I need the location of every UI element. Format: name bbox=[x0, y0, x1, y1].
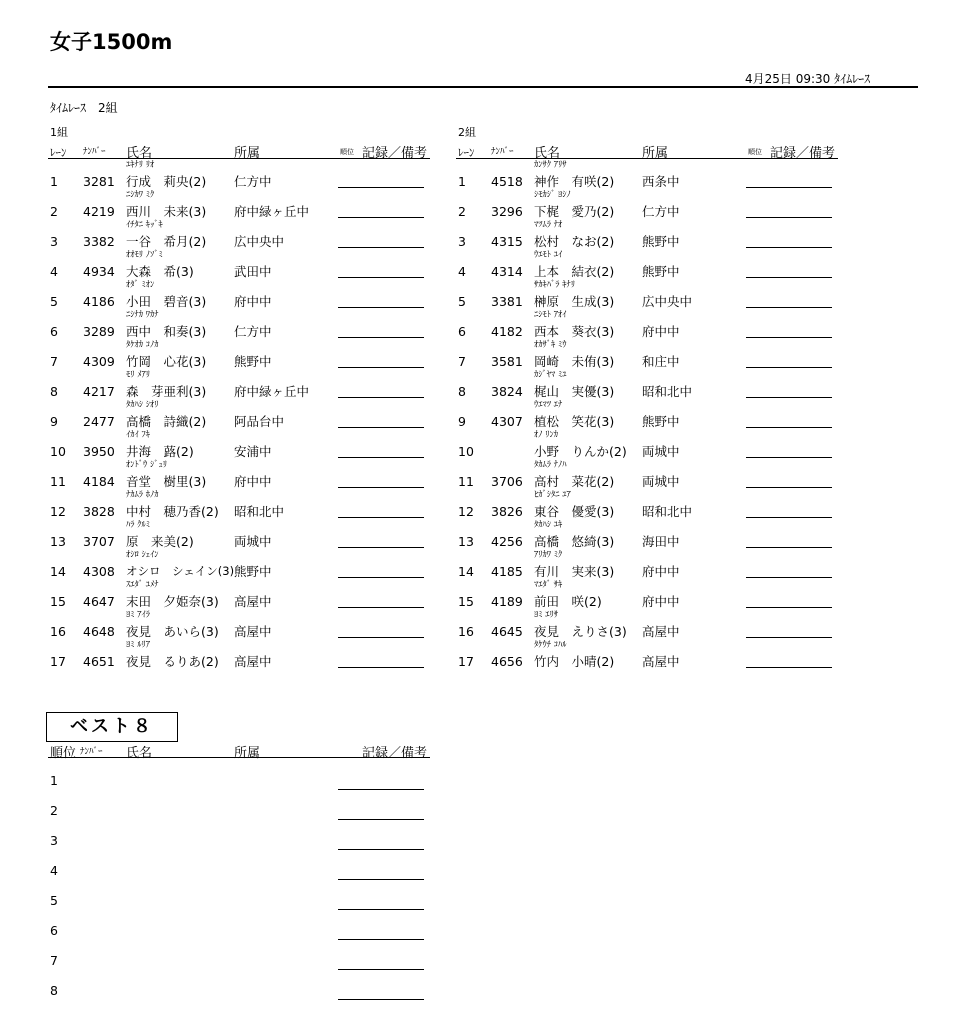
lane-number: 17 bbox=[458, 654, 474, 669]
best8-rank: 8 bbox=[50, 983, 58, 998]
best8-rank: 2 bbox=[50, 803, 58, 818]
best8-rank: 5 bbox=[50, 893, 58, 908]
athlete-team: 西条中 bbox=[642, 174, 680, 189]
page-title: 女子1500m bbox=[50, 30, 173, 54]
best8-header-affiliation: 所属 bbox=[234, 746, 261, 761]
athlete-team: 海田中 bbox=[642, 534, 680, 549]
header-affiliation: 所属 bbox=[234, 146, 261, 161]
lane-number: 5 bbox=[50, 294, 58, 309]
best8-header-record: 記録／備考 bbox=[362, 746, 428, 761]
name-kana: ｵﾀﾞ ﾐｵﾝ bbox=[126, 280, 155, 290]
lane-number: 13 bbox=[458, 534, 474, 549]
header-rule bbox=[48, 158, 430, 159]
lane-number: 14 bbox=[458, 564, 474, 579]
name-kana: ｵｶｻﾞｷ ﾐｳ bbox=[534, 340, 567, 350]
record-blank bbox=[338, 457, 424, 458]
bib-number: 3382 bbox=[83, 234, 115, 249]
athlete-name: 夜見 えりさ(3) bbox=[534, 624, 627, 639]
best8-title: ベスト８ bbox=[46, 712, 178, 742]
record-blank bbox=[746, 457, 832, 458]
athlete-team: 昭和北中 bbox=[234, 504, 285, 519]
header-name: 氏名 bbox=[534, 146, 561, 161]
athlete-team: 熊野中 bbox=[234, 354, 272, 369]
best8-header-rank: 順位 bbox=[50, 746, 77, 761]
name-kana: ｵﾝﾄﾞｳ ｼﾞｭﾘ bbox=[126, 460, 167, 470]
bib-number: 3706 bbox=[491, 474, 523, 489]
header-number: ﾅﾝﾊﾞｰ bbox=[491, 147, 514, 157]
best8-header-rule bbox=[48, 757, 430, 758]
athlete-team: 高屋中 bbox=[234, 654, 272, 669]
athlete-name: オシロ シェイン(3) bbox=[126, 564, 235, 578]
name-kana: ﾆｼﾓﾄ ｱｵｲ bbox=[534, 310, 567, 320]
header-affiliation: 所属 bbox=[642, 146, 669, 161]
best8-record-blank bbox=[338, 789, 424, 790]
athlete-name: 夜見 あいら(3) bbox=[126, 624, 219, 639]
heat-subtitle: ﾀｲﾑﾚｰｽ 2組 bbox=[50, 101, 118, 115]
lane-number: 1 bbox=[50, 174, 58, 189]
record-blank bbox=[746, 247, 832, 248]
athlete-team: 昭和北中 bbox=[642, 384, 693, 399]
bib-number: 3296 bbox=[491, 204, 523, 219]
athlete-team: 府中緑ヶ丘中 bbox=[234, 204, 310, 219]
athlete-name: 竹内 小晴(2) bbox=[534, 654, 615, 669]
lane-number: 2 bbox=[458, 204, 466, 219]
athlete-name: 音堂 樹里(3) bbox=[126, 474, 207, 489]
lane-number: 3 bbox=[50, 234, 58, 249]
lane-number: 6 bbox=[50, 324, 58, 339]
record-blank bbox=[746, 397, 832, 398]
title-rule-inner bbox=[48, 87, 918, 88]
athlete-team: 高屋中 bbox=[234, 624, 272, 639]
athlete-name: 西中 和奏(3) bbox=[126, 324, 207, 339]
record-blank bbox=[746, 217, 832, 218]
athlete-name: 梶山 実優(3) bbox=[534, 384, 615, 399]
bib-number: 4518 bbox=[491, 174, 523, 189]
record-blank bbox=[338, 607, 424, 608]
best8-header-number: ﾅﾝﾊﾞｰ bbox=[80, 747, 103, 757]
bib-number: 4314 bbox=[491, 264, 523, 279]
record-blank bbox=[338, 547, 424, 548]
athlete-name: 高橋 悠綺(3) bbox=[534, 534, 615, 549]
record-blank bbox=[746, 577, 832, 578]
lane-number: 12 bbox=[458, 504, 474, 519]
name-kana: ｽｴﾀﾞ ﾕﾒﾅ bbox=[126, 580, 159, 590]
best8-rank: 6 bbox=[50, 923, 58, 938]
lane-number: 15 bbox=[458, 594, 474, 609]
athlete-team: 府中中 bbox=[642, 324, 680, 339]
best8-rank: 4 bbox=[50, 863, 58, 878]
record-blank bbox=[338, 517, 424, 518]
bib-number: 3707 bbox=[83, 534, 115, 549]
record-blank bbox=[338, 367, 424, 368]
record-blank bbox=[746, 637, 832, 638]
record-blank bbox=[338, 277, 424, 278]
athlete-name: 夜見 るりあ(2) bbox=[126, 654, 219, 669]
athlete-name: 神作 有咲(2) bbox=[534, 174, 615, 189]
bib-number: 4308 bbox=[83, 564, 115, 579]
athlete-name: 高村 菜花(2) bbox=[534, 474, 615, 489]
athlete-name: 森 芽亜利(3) bbox=[126, 384, 207, 399]
record-blank bbox=[746, 337, 832, 338]
name-kana: ﾅｶﾑﾗ ﾎﾉｶ bbox=[126, 490, 159, 500]
athlete-name: 西川 未来(3) bbox=[126, 204, 207, 219]
best8-record-blank bbox=[338, 939, 424, 940]
best8-rank: 7 bbox=[50, 953, 58, 968]
lane-number: 12 bbox=[50, 504, 66, 519]
record-blank bbox=[746, 307, 832, 308]
lane-number: 8 bbox=[458, 384, 466, 399]
bib-number: 4315 bbox=[491, 234, 523, 249]
header-rank-small: 順位 bbox=[340, 148, 354, 156]
header-number: ﾅﾝﾊﾞｰ bbox=[83, 147, 106, 157]
lane-number: 6 bbox=[458, 324, 466, 339]
bib-number: 4189 bbox=[491, 594, 523, 609]
athlete-name: 榊原 生成(3) bbox=[534, 294, 615, 309]
name-kana: ﾕｷﾅﾘ ﾘｵ bbox=[126, 160, 155, 170]
group-label: 2組 bbox=[458, 126, 476, 139]
athlete-team: 府中中 bbox=[642, 594, 680, 609]
record-blank bbox=[746, 607, 832, 608]
header-lane: ﾚｰﾝ bbox=[458, 146, 475, 159]
athlete-name: 小野 りんか(2) bbox=[534, 444, 627, 459]
athlete-team: 高屋中 bbox=[234, 594, 272, 609]
athlete-team: 熊野中 bbox=[642, 264, 680, 279]
athlete-team: 府中緑ヶ丘中 bbox=[234, 384, 310, 399]
athlete-team: 阿品台中 bbox=[234, 414, 285, 429]
record-blank bbox=[338, 187, 424, 188]
bib-number: 3581 bbox=[491, 354, 523, 369]
name-kana: ﾏﾂﾑﾗ ﾅｵ bbox=[534, 220, 563, 230]
bib-number: 2477 bbox=[83, 414, 115, 429]
name-kana: ﾆｼﾅｶ ﾜｶﾅ bbox=[126, 310, 159, 320]
event-dateline: 4月25日 09:30 ﾀｲﾑﾚｰｽ bbox=[745, 72, 871, 86]
lane-number: 5 bbox=[458, 294, 466, 309]
header-lane: ﾚｰﾝ bbox=[50, 146, 67, 159]
best8-record-blank bbox=[338, 819, 424, 820]
bib-number: 3824 bbox=[491, 384, 523, 399]
group-label: 1組 bbox=[50, 126, 68, 139]
record-blank bbox=[338, 637, 424, 638]
bib-number: 4651 bbox=[83, 654, 115, 669]
athlete-team: 熊野中 bbox=[642, 414, 680, 429]
bib-number: 4186 bbox=[83, 294, 115, 309]
lane-number: 2 bbox=[50, 204, 58, 219]
best8-header-name: 氏名 bbox=[126, 746, 153, 761]
bib-number: 4256 bbox=[491, 534, 523, 549]
name-kana: ﾓﾘ ﾒｱﾘ bbox=[126, 370, 150, 380]
best8-record-blank bbox=[338, 879, 424, 880]
name-kana: ｵｼﾛ ｼｪｲﾝ bbox=[126, 550, 159, 560]
best8-rank: 1 bbox=[50, 773, 58, 788]
record-blank bbox=[338, 667, 424, 668]
name-kana: ﾖﾐ ｱｲﾗ bbox=[126, 610, 150, 620]
bib-number: 4182 bbox=[491, 324, 523, 339]
lane-number: 10 bbox=[458, 444, 474, 459]
name-kana: ｳｴﾏﾂ ｴﾅ bbox=[534, 400, 563, 410]
athlete-name: 原 来美(2) bbox=[126, 534, 194, 549]
name-kana: ｼﾓｶｼﾞ ﾖｼﾉ bbox=[534, 190, 571, 200]
athlete-team: 仁方中 bbox=[642, 204, 680, 219]
name-kana: ｲｶｲ ﾌｷ bbox=[126, 430, 150, 440]
lane-number: 1 bbox=[458, 174, 466, 189]
bib-number: 4309 bbox=[83, 354, 115, 369]
lane-number: 10 bbox=[50, 444, 66, 459]
athlete-team: 仁方中 bbox=[234, 324, 272, 339]
athlete-name: 大森 希(3) bbox=[126, 264, 194, 279]
header-rank-small: 順位 bbox=[748, 148, 762, 156]
record-blank bbox=[338, 397, 424, 398]
lane-number: 14 bbox=[50, 564, 66, 579]
lane-number: 4 bbox=[50, 264, 58, 279]
best8-record-blank bbox=[338, 849, 424, 850]
athlete-team: 府中中 bbox=[642, 564, 680, 579]
name-kana: ﾊﾗ ｸﾙﾐ bbox=[126, 520, 150, 530]
athlete-name: 末田 夕姫奈(3) bbox=[126, 594, 219, 609]
name-kana: ｵｵﾓﾘ ﾉｿﾞﾐ bbox=[126, 250, 163, 260]
bib-number: 3950 bbox=[83, 444, 115, 459]
athlete-team: 安浦中 bbox=[234, 444, 272, 459]
name-kana: ﾀｹｳﾁ ｺﾊﾙ bbox=[534, 640, 567, 650]
header-name: 氏名 bbox=[126, 146, 153, 161]
record-blank bbox=[746, 187, 832, 188]
athlete-name: 高橋 詩織(2) bbox=[126, 414, 207, 429]
record-blank bbox=[338, 337, 424, 338]
athlete-team: 両城中 bbox=[234, 534, 272, 549]
record-blank bbox=[338, 307, 424, 308]
bib-number: 4647 bbox=[83, 594, 115, 609]
bib-number: 4219 bbox=[83, 204, 115, 219]
name-kana: ｳｴﾓﾄ ﾕｲ bbox=[534, 250, 563, 260]
lane-number: 13 bbox=[50, 534, 66, 549]
athlete-name: 上本 結衣(2) bbox=[534, 264, 615, 279]
name-kana: ｶﾝｻｸ ｱﾘｻ bbox=[534, 160, 567, 170]
record-blank bbox=[746, 517, 832, 518]
athlete-team: 高屋中 bbox=[642, 654, 680, 669]
name-kana: ｵﾉ ﾘﾝｶ bbox=[534, 430, 558, 440]
lane-number: 15 bbox=[50, 594, 66, 609]
record-blank bbox=[746, 277, 832, 278]
athlete-team: 府中中 bbox=[234, 294, 272, 309]
name-kana: ﾀｹｵｶ ｺﾉｶ bbox=[126, 340, 159, 350]
athlete-team: 広中央中 bbox=[642, 294, 693, 309]
name-kana: ﾖﾐ ﾙﾘｱ bbox=[126, 640, 150, 650]
record-blank bbox=[338, 427, 424, 428]
athlete-team: 武田中 bbox=[234, 264, 272, 279]
bib-number: 3281 bbox=[83, 174, 115, 189]
name-kana: ﾏｴﾀﾞ ｻｷ bbox=[534, 580, 563, 590]
athlete-team: 熊野中 bbox=[234, 564, 272, 579]
header-rule bbox=[456, 158, 838, 159]
name-kana: ﾀｶﾑﾗ ﾅﾉﾊ bbox=[534, 460, 567, 470]
athlete-name: 植松 笑花(3) bbox=[534, 414, 615, 429]
lane-number: 11 bbox=[458, 474, 474, 489]
lane-number: 11 bbox=[50, 474, 66, 489]
athlete-name: 行成 莉央(2) bbox=[126, 174, 207, 189]
bib-number: 4648 bbox=[83, 624, 115, 639]
lane-number: 9 bbox=[458, 414, 466, 429]
athlete-name: 井海 蕗(2) bbox=[126, 444, 194, 459]
athlete-name: 東谷 優愛(3) bbox=[534, 504, 615, 519]
best8-record-blank bbox=[338, 999, 424, 1000]
name-kana: ｻｶｷﾊﾞﾗ ｷﾅﾘ bbox=[534, 280, 575, 290]
athlete-team: 広中央中 bbox=[234, 234, 285, 249]
name-kana: ﾖﾐ ｴﾘｻ bbox=[534, 610, 558, 620]
bib-number: 3381 bbox=[491, 294, 523, 309]
record-blank bbox=[746, 547, 832, 548]
lane-number: 9 bbox=[50, 414, 58, 429]
bib-number: 4645 bbox=[491, 624, 523, 639]
lane-number: 3 bbox=[458, 234, 466, 249]
bib-number: 4185 bbox=[491, 564, 523, 579]
bib-number: 4307 bbox=[491, 414, 523, 429]
record-blank bbox=[746, 427, 832, 428]
bib-number: 3828 bbox=[83, 504, 115, 519]
header-record: 記録／備考 bbox=[362, 146, 428, 161]
record-blank bbox=[746, 367, 832, 368]
athlete-team: 昭和北中 bbox=[642, 504, 693, 519]
name-kana: ﾀｶﾊｼ ｼｵﾘ bbox=[126, 400, 159, 410]
best8-record-blank bbox=[338, 909, 424, 910]
record-blank bbox=[746, 667, 832, 668]
athlete-name: 一谷 希月(2) bbox=[126, 234, 207, 249]
lane-number: 16 bbox=[50, 624, 66, 639]
bib-number: 4217 bbox=[83, 384, 115, 399]
lane-number: 7 bbox=[50, 354, 58, 369]
lane-number: 16 bbox=[458, 624, 474, 639]
name-kana: ﾆｼｶﾜ ﾐｸ bbox=[126, 190, 155, 200]
name-kana: ｶｼﾞﾔﾏ ﾐﾕ bbox=[534, 370, 567, 380]
athlete-team: 両城中 bbox=[642, 474, 680, 489]
athlete-name: 有川 実来(3) bbox=[534, 564, 615, 579]
bib-number: 4656 bbox=[491, 654, 523, 669]
lane-number: 17 bbox=[50, 654, 66, 669]
athlete-name: 竹岡 心花(3) bbox=[126, 354, 207, 369]
bib-number: 3826 bbox=[491, 504, 523, 519]
athlete-team: 和庄中 bbox=[642, 354, 680, 369]
lane-number: 7 bbox=[458, 354, 466, 369]
lane-number: 8 bbox=[50, 384, 58, 399]
athlete-team: 両城中 bbox=[642, 444, 680, 459]
record-blank bbox=[338, 217, 424, 218]
record-blank bbox=[338, 577, 424, 578]
bib-number: 4184 bbox=[83, 474, 115, 489]
bib-number: 3289 bbox=[83, 324, 115, 339]
record-blank bbox=[338, 247, 424, 248]
name-kana: ﾋｶﾞｼﾀﾆ ﾕｱ bbox=[534, 490, 571, 500]
best8-rank: 3 bbox=[50, 833, 58, 848]
best8-record-blank bbox=[338, 969, 424, 970]
athlete-name: 西本 葵衣(3) bbox=[534, 324, 615, 339]
athlete-name: 中村 穂乃香(2) bbox=[126, 504, 219, 519]
athlete-name: 前田 咲(2) bbox=[534, 594, 602, 609]
name-kana: ｲﾁﾀﾆ ｷｯﾞｷ bbox=[126, 220, 163, 230]
athlete-name: 下梶 愛乃(2) bbox=[534, 204, 615, 219]
lane-number: 4 bbox=[458, 264, 466, 279]
athlete-team: 仁方中 bbox=[234, 174, 272, 189]
athlete-team: 高屋中 bbox=[642, 624, 680, 639]
athlete-name: 小田 碧音(3) bbox=[126, 294, 207, 309]
name-kana: ﾀｶﾊｼ ﾕｷ bbox=[534, 520, 563, 530]
athlete-name: 岡崎 未侑(3) bbox=[534, 354, 615, 369]
header-record: 記録／備考 bbox=[770, 146, 836, 161]
athlete-name: 松村 なお(2) bbox=[534, 234, 615, 249]
athlete-team: 府中中 bbox=[234, 474, 272, 489]
name-kana: ｱﾘｶﾜ ﾐｸ bbox=[534, 550, 563, 560]
record-blank bbox=[338, 487, 424, 488]
record-blank bbox=[746, 487, 832, 488]
athlete-team: 熊野中 bbox=[642, 234, 680, 249]
bib-number: 4934 bbox=[83, 264, 115, 279]
